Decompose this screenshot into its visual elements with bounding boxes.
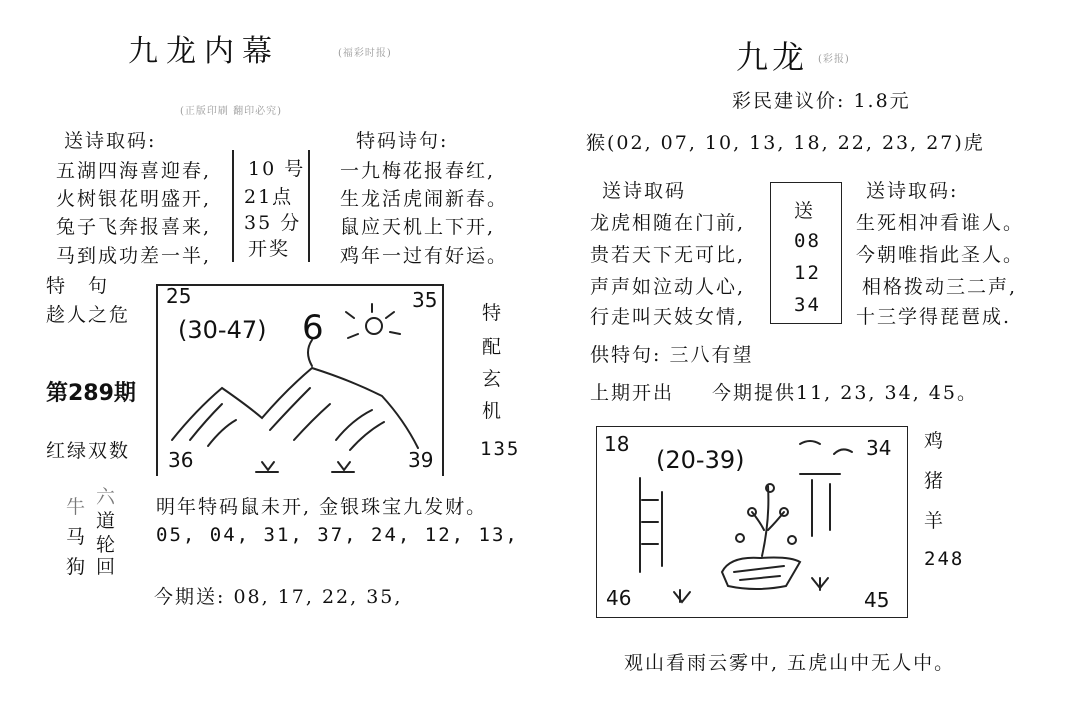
right-poem-right-line: 今朝唯指此圣人。 xyxy=(856,244,1025,266)
draw-time-line: 开奖 xyxy=(248,238,291,260)
vertical-label-char: 特 xyxy=(482,302,504,324)
left-side-number: 135 xyxy=(480,438,521,460)
left-drawing-number: 6 xyxy=(302,308,324,348)
left-subtitle: (福彩时报) xyxy=(338,48,392,59)
right-poem-header-right: 送诗取码: xyxy=(866,180,959,202)
red-green-label: 红绿双数 xyxy=(46,440,131,462)
right-poem-right-line: 十三学得琵琶成. xyxy=(856,306,1012,328)
vertical-label-char: 玄 xyxy=(482,368,504,390)
send-box-line: 34 xyxy=(794,294,821,316)
last-issue-label: 上期开出 xyxy=(590,382,675,404)
draw-time-line: 21点 xyxy=(244,186,294,208)
right-poem-line: 行走叫天妓女情, xyxy=(590,306,746,328)
left-poem-right-line: 一九梅花报春红, xyxy=(340,160,496,182)
right-corner-bl: 46 xyxy=(606,586,632,610)
draw-time-divider-left xyxy=(232,150,234,262)
right-corner-tr: 34 xyxy=(866,436,892,460)
zodiac-vertical-char: 鸡 xyxy=(924,430,946,452)
special-label: 特 句 xyxy=(46,275,110,297)
price-line: 彩民建议价: 1.8元 xyxy=(732,90,911,112)
right-drawing-frame xyxy=(596,426,908,618)
right-poem-right-line: 生死相冲看谁人。 xyxy=(856,212,1025,234)
send-box-line: 08 xyxy=(794,230,821,252)
special-phrase: 趁人之危 xyxy=(46,304,131,326)
left-poem-line: 兔子飞奔报喜来, xyxy=(56,216,212,238)
left-poem-header-right: 特码诗句: xyxy=(356,130,449,152)
right-title-suffix: (彩报) xyxy=(818,54,850,65)
zodiac-char: 狗 xyxy=(66,556,88,578)
left-poem-line: 火树银花明盛开, xyxy=(56,188,212,210)
this-issue-line: 今期送: 08, 17, 22, 35, xyxy=(154,586,403,608)
right-corner-tl: 18 xyxy=(604,432,630,456)
reincarnation-char: 回 xyxy=(96,556,118,578)
reincarnation-char: 轮 xyxy=(96,534,118,556)
draw-time-line: 35 分 xyxy=(244,212,302,234)
draw-time-line: 10 号 xyxy=(248,158,306,180)
right-poem-right-line: 相格拨动三二声, xyxy=(862,276,1018,298)
offer-line: 今期提供11, 23, 34, 45。 xyxy=(712,382,978,404)
right-poem-header-left: 送诗取码 xyxy=(602,180,687,202)
left-drawing-right-edge xyxy=(442,284,444,476)
left-poem-header-left: 送诗取码: xyxy=(64,130,157,152)
left-corner-br: 39 xyxy=(408,448,434,472)
zodiac-vertical-char: 羊 xyxy=(924,510,946,532)
vertical-label-char: 配 xyxy=(482,336,504,358)
right-side-number: 248 xyxy=(924,548,965,570)
zodiac-char: 牛 xyxy=(66,496,88,518)
right-poem-line: 声声如泣动人心, xyxy=(590,276,746,298)
left-corner-tr: 35 xyxy=(412,288,438,312)
reincarnation-char: 六 xyxy=(96,486,118,508)
vertical-label-char: 机 xyxy=(482,400,504,422)
left-poem-line: 马到成功差一半, xyxy=(56,245,212,267)
left-faint-line: (正版印刷 翻印必究) xyxy=(180,106,282,117)
draw-time-divider-right xyxy=(308,150,310,262)
left-title: 九龙内幕 xyxy=(128,34,280,69)
left-poem-right-line: 鼠应天机上下开, xyxy=(340,216,496,238)
left-poem-right-line: 鸡年一过有好运。 xyxy=(340,245,509,267)
left-poem-right-line: 生龙活虎闹新春。 xyxy=(340,188,509,210)
number-line: 05, 04, 31, 37, 24, 12, 13, xyxy=(156,524,519,546)
right-title: 九龙 xyxy=(736,38,809,76)
reincarnation-char: 道 xyxy=(96,510,118,532)
send-box-line: 12 xyxy=(794,262,821,284)
left-poem-line: 五湖四海喜迎春, xyxy=(56,160,212,182)
right-drawing-range: (20-39) xyxy=(656,446,745,474)
monkey-line: 猴(02, 07, 10, 13, 18, 22, 23, 27)虎 xyxy=(586,132,985,154)
left-drawing-range: (30-47) xyxy=(178,316,267,344)
issue-number: 第289期 xyxy=(46,381,136,406)
footer-line: 观山看雨云雾中, 五虎山中无人中。 xyxy=(624,652,956,674)
left-drawing-frame xyxy=(156,284,444,476)
left-corner-tl: 25 xyxy=(166,284,192,308)
right-poem-line: 龙虎相随在门前, xyxy=(590,212,746,234)
special-poem-line: 供特句: 三八有望 xyxy=(590,344,754,366)
next-year-line: 明年特码鼠未开, 金银珠宝九发财。 xyxy=(156,496,488,518)
zodiac-vertical-char: 猪 xyxy=(924,470,946,492)
zodiac-char: 马 xyxy=(66,526,88,548)
left-corner-bl: 36 xyxy=(168,448,194,472)
send-box-line: 送 xyxy=(794,200,816,222)
right-poem-line: 贵若天下无可比, xyxy=(590,244,746,266)
right-corner-br: 45 xyxy=(864,588,890,612)
